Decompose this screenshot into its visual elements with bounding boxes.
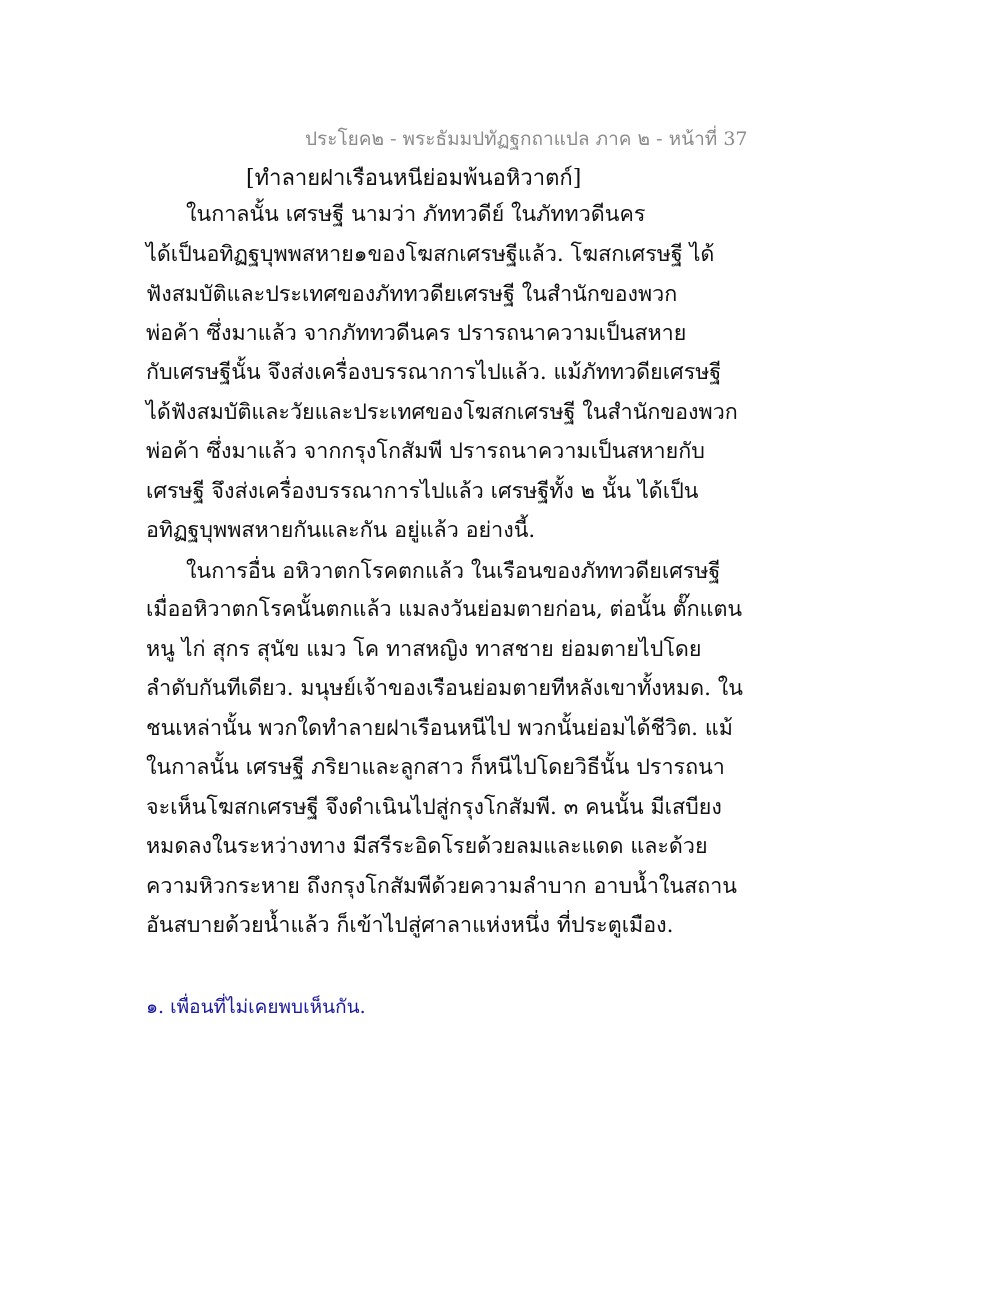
paragraph-line: ชนเหล่านั้น พวกใดทำลายฝาเรือนหนีไป พวกนั้นย่อมได้ชีวิต. แม้ [146, 716, 733, 741]
paragraph-line: อทิฏฐบุพพสหายกันและกัน อยู่แล้ว อย่างนี้. [146, 518, 536, 543]
paragraph-line: กับเศรษฐีนั้น จึงส่งเครื่องบรรณาการไปแล้ว. แม้ภัททวดียเศรษฐี [146, 360, 722, 385]
running-head: ประโยค๒ - พระธัมมปทัฏฐกถาแปล ภาค ๒ - หน้าที่ 37 [305, 128, 748, 150]
paragraph-line: ลำดับกันทีเดียว. มนุษย์เจ้าของเรือนย่อมตายทีหลังเขาทั้งหมด. ใน [146, 676, 743, 701]
paragraph-line: ในการอื่น อหิวาตกโรคตกแล้ว ในเรือนของภัททวดียเศรษฐี [186, 559, 721, 584]
paragraph-line: เศรษฐี จึงส่งเครื่องบรรณาการไปแล้ว เศรษฐีทั้ง ๒ นั้น ได้เป็น [146, 479, 699, 504]
paragraph-line: หมดลงในระหว่างทาง มีสรีระอิดโรยด้วยลมและแดด และด้วย [146, 834, 708, 859]
paragraph-line: ได้เป็นอทิฏฐบุพพสหาย๑ของโฆสกเศรษฐีแล้ว. โฆสกเศรษฐี ได้ [146, 242, 715, 267]
section-heading: [ทำลายฝาเรือนหนีย่อมพ้นอหิวาตก์] [246, 166, 582, 191]
paragraph-line: ได้ฟังสมบัติและวัยและประเทศของโฆสกเศรษฐี ในสำนักของพวก [146, 400, 738, 425]
paragraph-line: ฟังสมบัติและประเทศของภัททวดียเศรษฐี ในสำนักของพวก [146, 282, 678, 307]
paragraph-line: ในกาลนั้น เศรษฐี นามว่า ภัททวดีย์ ในภัททวดีนคร [186, 202, 646, 227]
footnote: ๑. เพื่อนที่ไม่เคยพบเห็นกัน. [146, 996, 366, 1018]
paragraph-line: เมื่ออหิวาตกโรคนั้นตกแล้ว แมลงวันย่อมตายก่อน, ต่อนั้น ตั๊กแตน [146, 597, 743, 622]
paragraph-line: หนู ไก่ สุกร สุนัข แมว โค ทาสหญิง ทาสชาย ย่อมตายไปโดย [146, 637, 702, 662]
paragraph-line: อันสบายด้วยน้ำแล้ว ก็เข้าไปสู่ศาลาแห่งหนึ่ง ที่ประตูเมือง. [146, 913, 674, 938]
paragraph-line: ความหิวกระหาย ถึงกรุงโกสัมพีด้วยความลำบาก อาบน้ำในสถาน [146, 874, 738, 899]
paragraph-line: พ่อค้า ซึ่งมาแล้ว จากภัททวดีนคร ปรารถนาความเป็นสหาย [146, 321, 687, 346]
paragraph-line: ในกาลนั้น เศรษฐี ภริยาและลูกสาว ก็หนีไปโดยวิธีนั้น ปรารถนา [146, 755, 725, 780]
paragraph-line: พ่อค้า ซึ่งมาแล้ว จากกรุงโกสัมพี ปรารถนาความเป็นสหายกับ [146, 439, 705, 464]
paragraph-line: จะเห็นโฆสกเศรษฐี จึงดำเนินไปสู่กรุงโกสัมพี. ๓ คนนั้น มีเสบียง [146, 795, 722, 820]
